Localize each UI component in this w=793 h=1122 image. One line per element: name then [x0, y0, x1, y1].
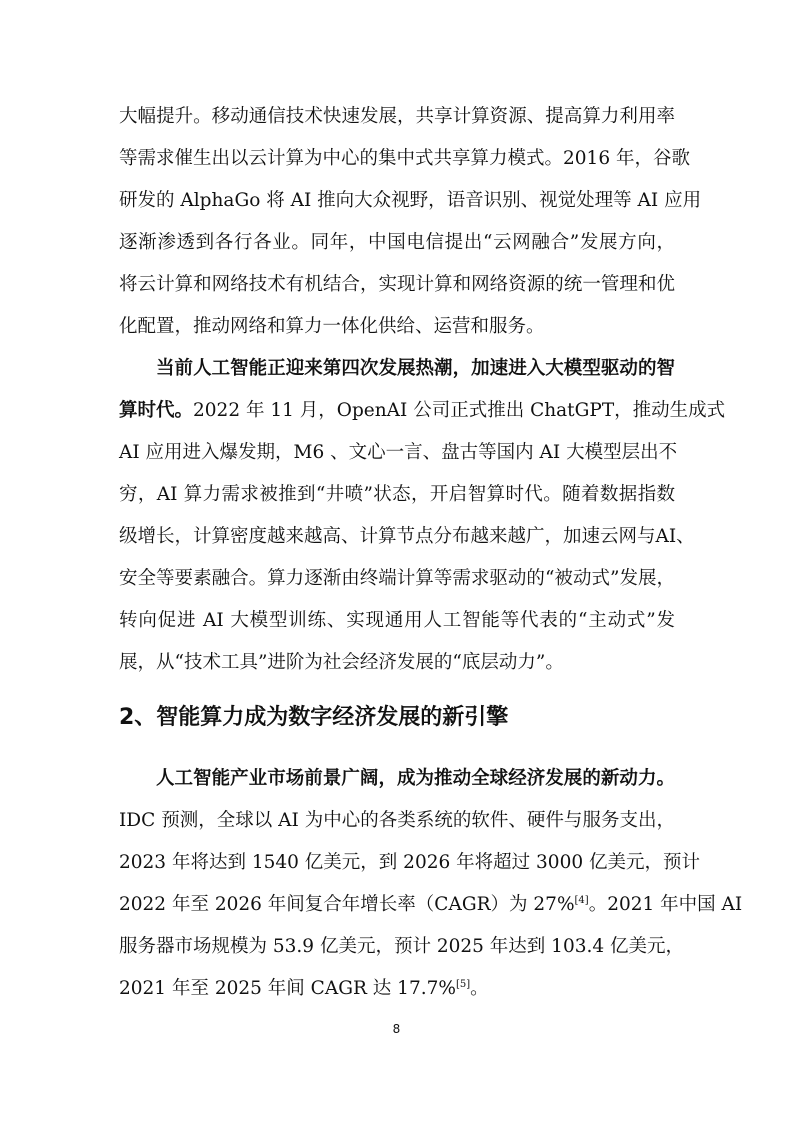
paragraph-2-line-3: AI 应用进入爆发期，M6 、文心一言、盘古等国内 AI 大模型层出不: [119, 442, 678, 463]
paragraph-3-line-6-tail: 。: [470, 978, 489, 999]
paragraph-3-line-5: 服务器市场规模为 53.9 亿美元，预计 2025 年达到 103.4 亿美元，: [119, 936, 685, 957]
paragraph-2-lead: 当前人工智能正迎来第四次发展热潮，加速进入大模型驱动的智: [156, 358, 675, 379]
paragraph-1-line-6: 化配置，推动网络和算力一体化供给、运营和服务。: [119, 316, 545, 337]
paragraph-3-line-4-tail: 。2021 年中国 AI: [588, 894, 743, 915]
paragraph-3-line-4-text: 2022 年至 2026 年间复合年增长率（CAGR）为 27%: [119, 894, 575, 915]
paragraph-2-line-8: 展，从“技术工具”进阶为社会经济发展的“底层动力”。: [119, 652, 564, 673]
paragraph-3-line-4: [119, 892, 743, 918]
paragraph-3-lead: 人工智能产业市场前景广阔，成为推动全球经济发展的新动力。: [156, 768, 675, 789]
paragraph-3-line-3: 2023 年将达到 1540 亿美元，到 2026 年将超过 3000 亿美元，预计: [119, 852, 700, 873]
paragraph-1-line-1: 大幅提升。移动通信技术快速发展，共享计算资源、提高算力利用率: [119, 106, 675, 127]
paragraph-2-line-6: 安全等要素融合。算力逐渐由终端计算等需求驱动的“被动式”发展，: [119, 568, 675, 589]
paragraph-1-line-3: 研发的 AlphaGo 将 AI 推向大众视野，语音识别、视觉处理等 AI 应用: [119, 190, 702, 211]
paragraph-2-line-5: 级增长，计算密度越来越高、计算节点分布越来越广，加速云网与AI、: [119, 526, 695, 547]
paragraph-3-line-2: IDC 预测，全球以 AI 为中心的各类系统的软件、硬件与服务支出，: [119, 810, 675, 831]
paragraph-2-line-2-text: 2022 年 11 月，OpenAI 公司正式推出 ChatGPT，推动生成式: [193, 400, 726, 421]
citation-4[interactable]: [4]: [574, 894, 589, 906]
paragraph-2-line-2: [119, 398, 726, 424]
paragraph-3-line-6-text: 2021 年至 2025 年间 CAGR 达 17.7%: [119, 978, 456, 999]
paragraph-1-line-2: 等需求催生出以云计算为中心的集中式共享算力模式。2016 年，谷歌: [119, 148, 690, 169]
paragraph-2-line-4: 穷，AI 算力需求被推到“井喷”状态，开启智算时代。随着数据指数: [119, 484, 675, 505]
paragraph-1-line-5: 将云计算和网络技术有机结合，实现计算和网络资源的统一管理和优: [119, 274, 675, 295]
paragraph-3-line-6: [119, 976, 675, 1002]
paragraph-2-lead-end: 算时代。: [119, 400, 194, 421]
paragraph-2-line-7: 转向促进 AI 大模型训练、实现通用人工智能等代表的“主动式”发: [119, 610, 675, 631]
citation-5[interactable]: [5]: [455, 978, 471, 990]
page-number: 8: [392, 1022, 401, 1036]
paragraph-1-line-4: 逐渐渗透到各行各业。同年，中国电信提出“云网融合”发展方向，: [119, 232, 675, 253]
section-heading: 2、智能算力成为数字经济发展的新引擎: [119, 705, 509, 730]
